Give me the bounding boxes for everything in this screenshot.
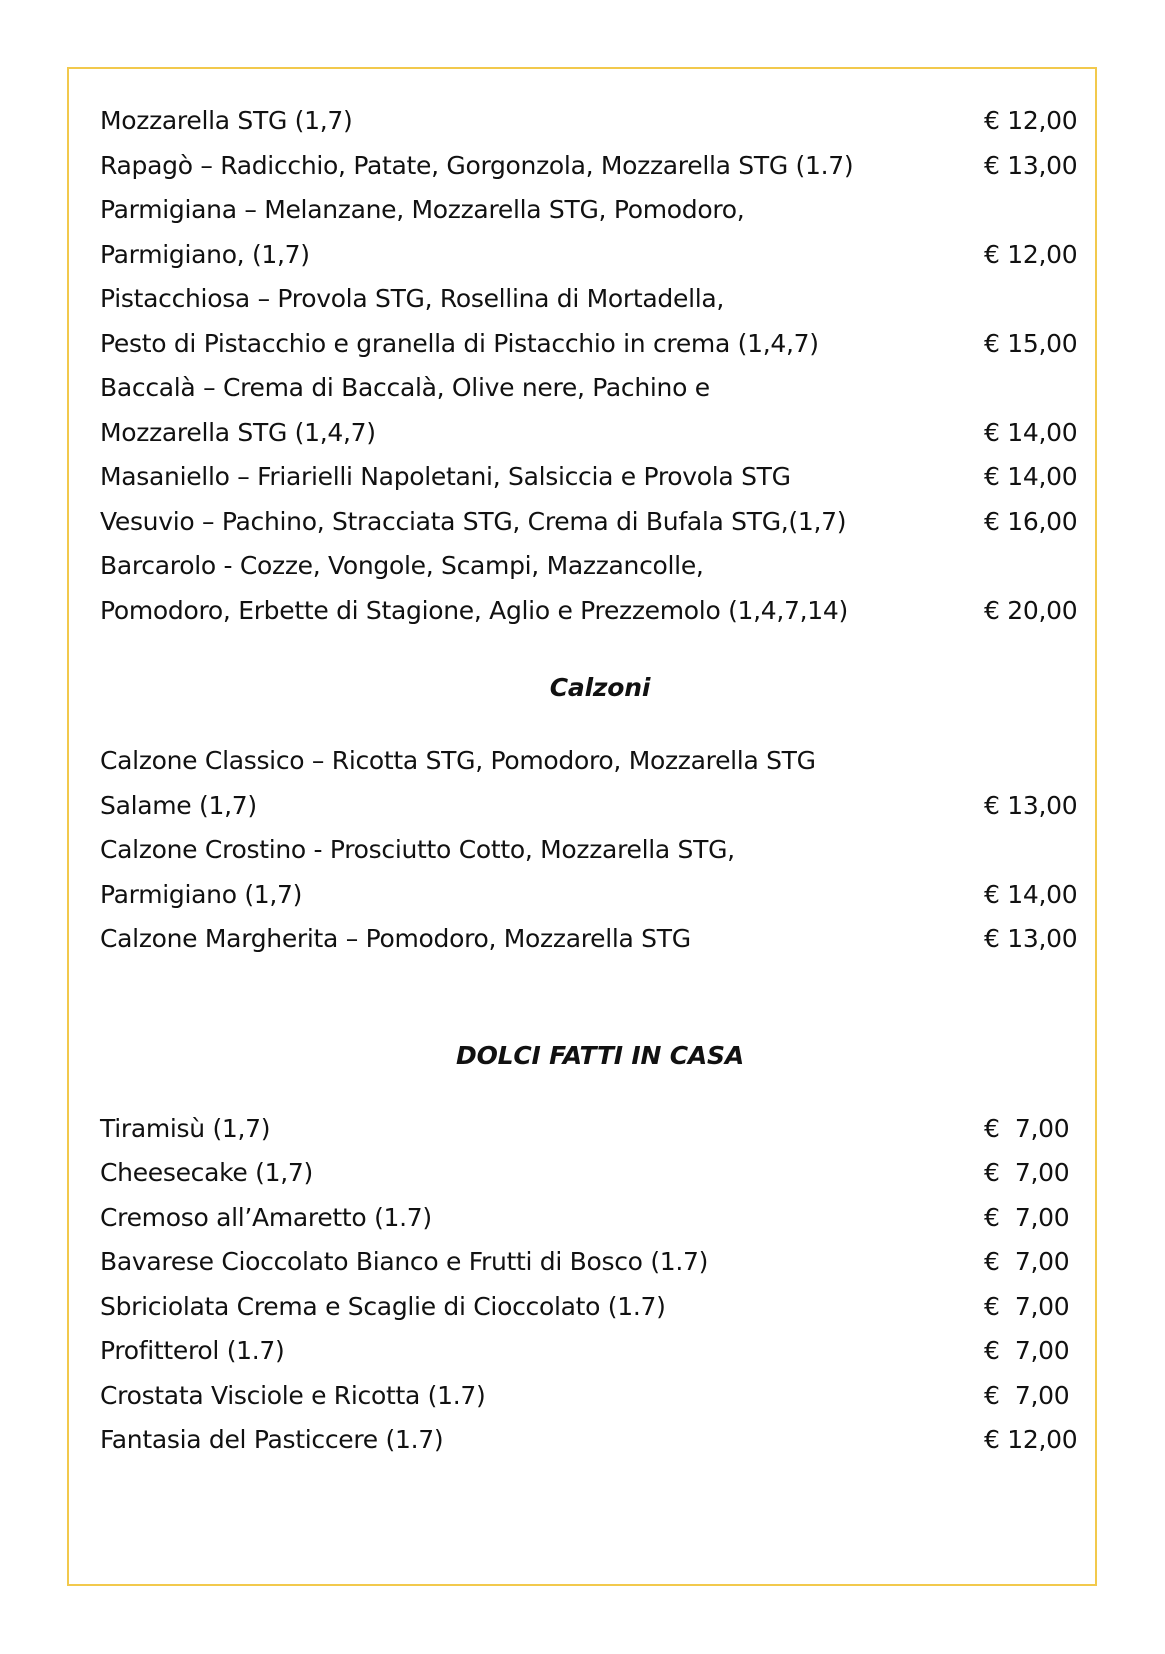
menu-item-text: Fantasia del Pasticcere (1.7)	[100, 1425, 444, 1454]
menu-item-price: € 7,00	[984, 1336, 1070, 1365]
menu-item-price: € 20,00	[984, 596, 1078, 625]
menu-line	[100, 1151, 1090, 1195]
menu-item-text: Vesuvio – Pachino, Stracciata STG, Crema di Bufala STG,(1,7)	[100, 507, 847, 536]
menu-item-price: € 7,00	[984, 1292, 1070, 1321]
menu-item-price: € 14,00	[984, 418, 1078, 447]
menu-item-text: Sbriciolata Crema e Scaglie di Cioccolato (1.7)	[100, 1292, 666, 1321]
menu-line	[100, 144, 1090, 188]
menu-item-price: € 13,00	[984, 924, 1078, 953]
menu-item-price: € 7,00	[984, 1381, 1070, 1410]
menu-line	[100, 1107, 1090, 1151]
menu-item-price: € 7,00	[984, 1247, 1070, 1276]
menu-line	[100, 1285, 1090, 1329]
menu-item-text: Pistacchiosa – Provola STG, Rosellina di Mortadella,	[100, 284, 725, 313]
menu-item-price: € 7,00	[984, 1203, 1070, 1232]
menu-item-price: € 14,00	[984, 462, 1078, 491]
menu-item-text: Parmigiano (1,7)	[100, 880, 303, 909]
menu-line	[100, 1418, 1090, 1462]
menu-item-text: Masaniello – Friarielli Napoletani, Salsiccia e Provola STG	[100, 462, 791, 491]
menu-item-price: € 7,00	[984, 1114, 1070, 1143]
menu-line	[100, 1374, 1090, 1418]
section-heading-dolci: DOLCI FATTI IN CASA	[456, 1041, 744, 1070]
menu-item-text: Bavarese Cioccolato Bianco e Frutti di Bosco (1.7)	[100, 1247, 709, 1276]
menu-item-text: Pomodoro, Erbette di Stagione, Aglio e Prezzemolo (1,4,7,14)	[100, 596, 848, 625]
menu-line	[100, 322, 1090, 366]
menu-line	[100, 1196, 1090, 1240]
menu-item-text: Pesto di Pistacchio e granella di Pistacchio in crema (1,4,7)	[100, 329, 819, 358]
menu-item-price: € 12,00	[984, 240, 1078, 269]
menu-item-text: Profitterol (1.7)	[100, 1336, 285, 1365]
menu-item-text: Salame (1,7)	[100, 791, 257, 820]
menu-item-text: Cheesecake (1,7)	[100, 1158, 313, 1187]
menu-line	[100, 411, 1090, 455]
menu-item-text: Cremoso all’Amaretto (1.7)	[100, 1203, 432, 1232]
menu-item-text: Parmigiana – Melanzane, Mozzarella STG, Pomodoro,	[100, 195, 745, 224]
section-heading-calzoni: Calzoni	[549, 673, 651, 702]
menu-item-text: Tiramisù (1,7)	[100, 1114, 271, 1143]
menu-line	[100, 917, 1090, 961]
menu-item-text: Calzone Classico – Ricotta STG, Pomodoro, Mozzarella STG	[100, 746, 816, 775]
menu-item-text: Parmigiano, (1,7)	[100, 240, 310, 269]
menu-line	[100, 873, 1090, 917]
menu-item-text: Baccalà – Crema di Baccalà, Olive nere, Pachino e	[100, 373, 710, 402]
menu-line	[100, 589, 1090, 633]
menu-line	[100, 188, 1090, 232]
menu-item-price: € 14,00	[984, 880, 1078, 909]
menu-line	[100, 500, 1090, 544]
menu-line	[100, 455, 1090, 499]
menu-item-price: € 16,00	[984, 507, 1078, 536]
menu-item-text: Calzone Crostino - Prosciutto Cotto, Mozzarella STG,	[100, 835, 735, 864]
menu-item-text: Calzone Margherita – Pomodoro, Mozzarella STG	[100, 924, 691, 953]
menu-line	[100, 1329, 1090, 1373]
menu-item-price: € 7,00	[984, 1158, 1070, 1187]
menu-item-price: € 15,00	[984, 329, 1078, 358]
menu-line	[100, 277, 1090, 321]
menu-line	[100, 739, 1090, 783]
menu-item-text: Barcarolo - Cozze, Vongole, Scampi, Mazzancolle,	[100, 551, 704, 580]
menu-item-text: Crostata Visciole e Ricotta (1.7)	[100, 1381, 486, 1410]
menu-line	[100, 99, 1090, 143]
menu-item-text: Mozzarella STG (1,7)	[100, 106, 353, 135]
menu-line	[100, 828, 1090, 872]
menu-item-price: € 13,00	[984, 151, 1078, 180]
menu-line	[100, 1240, 1090, 1284]
menu-line	[100, 544, 1090, 588]
menu-item-price: € 12,00	[984, 106, 1078, 135]
menu-item-price: € 13,00	[984, 791, 1078, 820]
menu-item-price: € 12,00	[984, 1425, 1078, 1454]
menu-line	[100, 233, 1090, 277]
menu-line	[100, 366, 1090, 410]
menu-line	[100, 784, 1090, 828]
menu-item-text: Mozzarella STG (1,4,7)	[100, 418, 376, 447]
menu-item-text: Rapagò – Radicchio, Patate, Gorgonzola, Mozzarella STG (1.7)	[100, 151, 854, 180]
